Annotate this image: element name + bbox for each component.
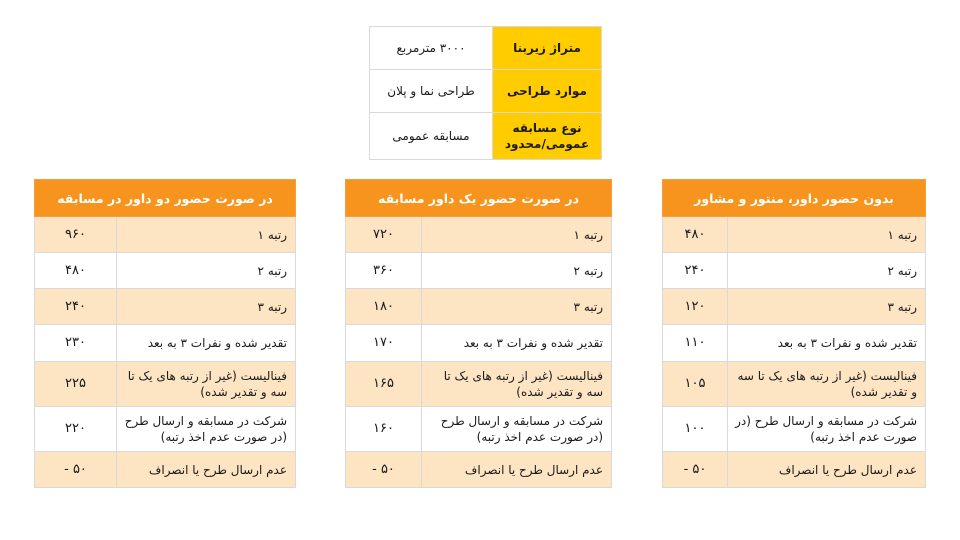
score-table-no-judge (662, 179, 926, 488)
row-points: ۴۸۰ (35, 253, 117, 289)
row-label: تقدیر شده و نفرات ۳ به بعد (728, 325, 926, 362)
row-points: ۵۰ - (346, 452, 422, 488)
row-points: ۵۰ - (35, 452, 117, 488)
table-row (35, 325, 296, 362)
row-points: ۱۶۵ (346, 362, 422, 407)
row-label: رتبه ۳ (422, 289, 612, 325)
row-points: ۱۶۰ (346, 407, 422, 452)
row-points: ۲۴۰ (663, 253, 728, 289)
table-row (35, 407, 296, 452)
table-row (663, 325, 926, 362)
row-label: تقدیر شده و نفرات ۳ به بعد (422, 325, 612, 362)
row-label: شرکت در مسابقه و ارسال طرح (در صورت عدم اخذ رتبه) (117, 407, 296, 452)
info-value: طراحی نما و پلان (370, 70, 493, 113)
row-label: فینالیست (غیر از رتبه های یک تا سه و تقدیر شده) (422, 362, 612, 407)
row-label: رتبه ۲ (728, 253, 926, 289)
row-points: ۱۰۵ (663, 362, 728, 407)
row-label: رتبه ۲ (422, 253, 612, 289)
row-label: رتبه ۱ (117, 217, 296, 253)
row-points: ۵۰ - (663, 452, 728, 488)
table-row (346, 325, 612, 362)
table-title: در صورت حضور یک داور مسابقه (346, 180, 612, 217)
table-row (346, 407, 612, 452)
table-row (346, 289, 612, 325)
row-label: رتبه ۳ (117, 289, 296, 325)
row-points: ۴۸۰ (663, 217, 728, 253)
competition-info-table (369, 26, 602, 160)
table-row (35, 217, 296, 253)
table-row (35, 253, 296, 289)
row-points: ۱۰۰ (663, 407, 728, 452)
row-points: ۲۳۰ (35, 325, 117, 362)
table-row (346, 452, 612, 488)
info-label: موارد طراحی (493, 70, 602, 113)
info-value: مسابقه عمومی (370, 113, 493, 160)
table-title: در صورت حضور دو داور در مسابقه (35, 180, 296, 217)
table-title: بدون حضور داور، منتور و مشاور (663, 180, 926, 217)
row-points: ۲۴۰ (35, 289, 117, 325)
row-label: عدم ارسال طرح یا انصراف (728, 452, 926, 488)
table-row (35, 362, 296, 407)
score-table-one-judge (345, 179, 612, 488)
row-points: ۱۲۰ (663, 289, 728, 325)
row-points: ۲۲۵ (35, 362, 117, 407)
table-row (663, 452, 926, 488)
row-points: ۲۲۰ (35, 407, 117, 452)
table-row (346, 362, 612, 407)
row-label: رتبه ۲ (117, 253, 296, 289)
row-points: ۱۸۰ (346, 289, 422, 325)
info-row-area (370, 27, 602, 70)
table-row (663, 407, 926, 452)
row-points: ۱۷۰ (346, 325, 422, 362)
info-label: نوع مسابقه عمومی/محدود (493, 113, 602, 160)
score-table-two-judges (34, 179, 296, 488)
row-points: ۱۱۰ (663, 325, 728, 362)
row-label: فینالیست (غیر از رتبه های یک تا سه و تقدیر شده) (728, 362, 926, 407)
row-label: عدم ارسال طرح یا انصراف (422, 452, 612, 488)
info-row-design (370, 70, 602, 113)
table-row (663, 289, 926, 325)
row-label: تقدیر شده و نفرات ۳ به بعد (117, 325, 296, 362)
table-row (663, 217, 926, 253)
row-points: ۹۶۰ (35, 217, 117, 253)
table-row (663, 362, 926, 407)
table-row (346, 217, 612, 253)
row-label: شرکت در مسابقه و ارسال طرح (در صورت عدم اخذ رتبه) (728, 407, 926, 452)
table-row (35, 452, 296, 488)
info-value: ۳۰۰۰ مترمربع (370, 27, 493, 70)
row-label: رتبه ۱ (422, 217, 612, 253)
table-row (663, 253, 926, 289)
table-row (35, 289, 296, 325)
info-row-type (370, 113, 602, 160)
info-label: متراژ زیربنا (493, 27, 602, 70)
row-label: رتبه ۱ (728, 217, 926, 253)
row-label: شرکت در مسابقه و ارسال طرح (در صورت عدم اخذ رتبه) (422, 407, 612, 452)
row-label: رتبه ۳ (728, 289, 926, 325)
row-points: ۷۲۰ (346, 217, 422, 253)
row-points: ۳۶۰ (346, 253, 422, 289)
row-label: فینالیست (غیر از رتبه های یک تا سه و تقدیر شده) (117, 362, 296, 407)
table-row (346, 253, 612, 289)
row-label: عدم ارسال طرح یا انصراف (117, 452, 296, 488)
